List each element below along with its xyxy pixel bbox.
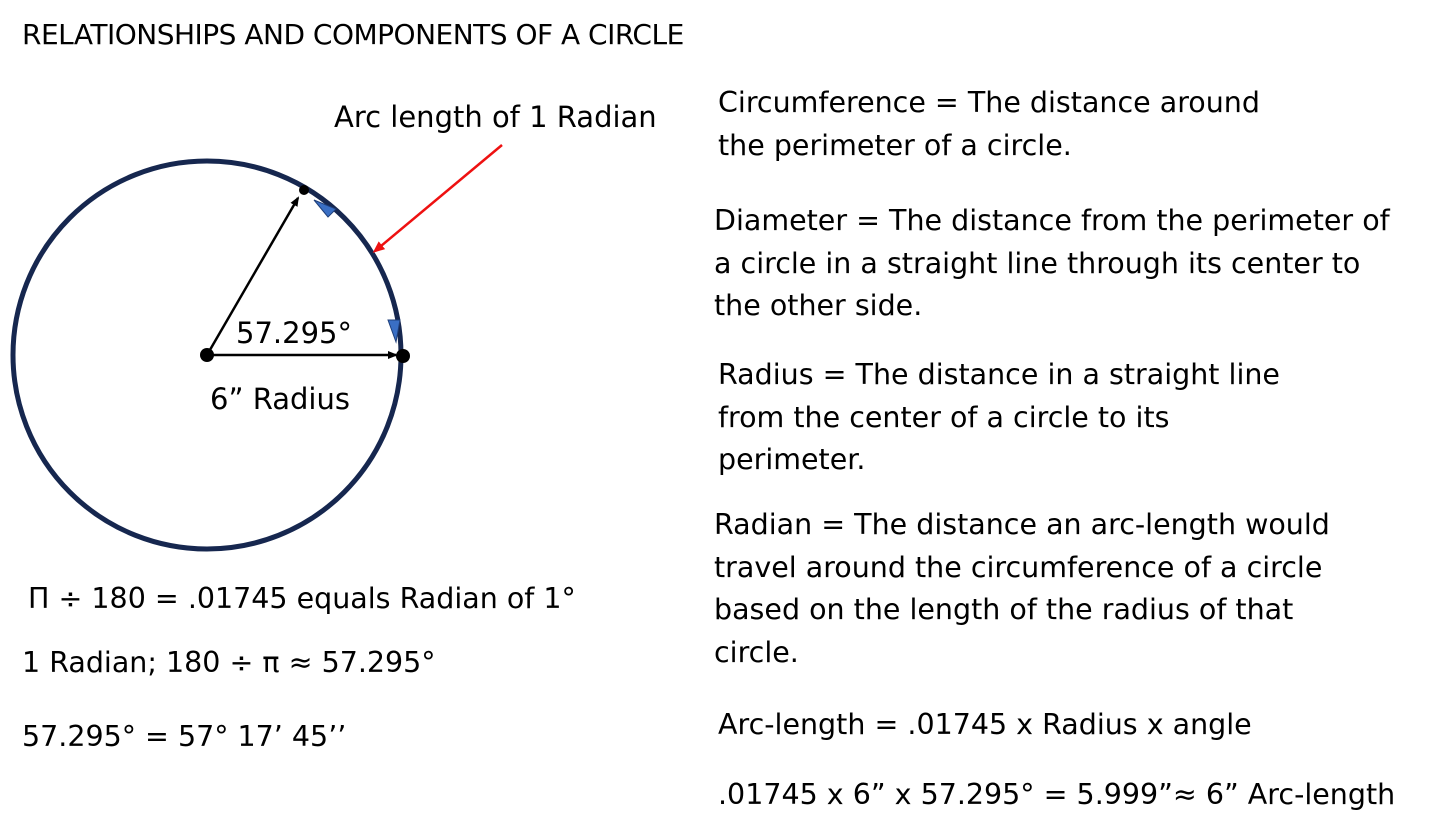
definition-line: the perimeter of a circle. xyxy=(718,128,1072,162)
arc-length-label: Arc length of 1 Radian xyxy=(334,100,657,134)
definition-line: based on the length of the radius of that xyxy=(714,593,1294,626)
arc-pointer-arrow xyxy=(375,145,502,251)
formula-one-radian: 1 Radian; 180 ÷ π ≈ 57.295° xyxy=(22,646,436,679)
definition-line: Radian = The distance an arc-length would xyxy=(714,508,1330,541)
definition-line: Circumference = The distance around xyxy=(718,86,1260,119)
definition-radius xyxy=(718,354,1280,482)
definition-line: perimeter. xyxy=(718,443,866,476)
definition-line: Diameter = The distance from the perimeter of xyxy=(714,204,1390,237)
radius-label: 6” Radius xyxy=(210,382,350,416)
definition-radian xyxy=(714,504,1330,674)
definition-line: the other side. xyxy=(714,289,923,322)
definition-line: Radius = The distance in a straight line xyxy=(718,358,1280,391)
definition-line: circle. xyxy=(714,635,799,669)
arc-start-point xyxy=(396,349,410,363)
center-point xyxy=(200,348,214,362)
formula-radian-of-one-degree: Π ÷ 180 = .01745 equals Radian of 1° xyxy=(28,582,576,615)
formula-arc-length: Arc-length = .01745 x Radius x angle xyxy=(718,708,1252,741)
formula-arc-length-example: .01745 x 6” x 57.295° = 5.999”≈ 6” Arc-length xyxy=(718,778,1396,811)
circle-diagram xyxy=(0,0,720,600)
definition-circumference xyxy=(718,82,1260,167)
arc-end-point xyxy=(299,185,309,195)
angle-label: 57.295° xyxy=(236,316,352,350)
formula-degrees-minutes-seconds: 57.295° = 57° 17’ 45’’ xyxy=(22,720,347,753)
slide-title: RELATIONSHIPS AND COMPONENTS OF A CIRCLE xyxy=(22,18,684,51)
definition-line: travel around the circumference of a circle xyxy=(714,550,1323,584)
definition-diameter xyxy=(714,200,1390,328)
definition-line: a circle in a straight line through its center to xyxy=(714,246,1361,280)
definition-line: from the center of a circle to its xyxy=(718,400,1170,434)
